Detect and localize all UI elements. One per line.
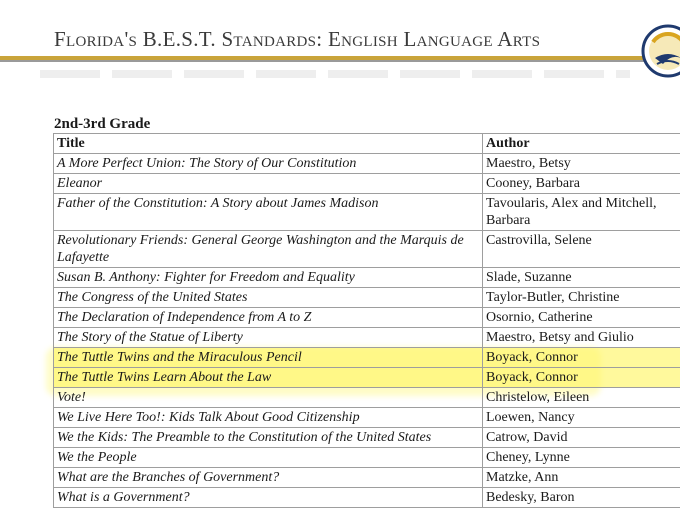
book-author-cell: Osornio, Catherine <box>483 308 680 328</box>
book-title-cell: We the People <box>54 448 483 468</box>
book-author-cell: Catrow, David <box>483 428 680 448</box>
column-header-title: Title <box>54 134 483 154</box>
book-list-table <box>53 133 680 508</box>
book-author-cell: Castrovilla, Selene <box>483 231 680 268</box>
table-row <box>54 174 680 194</box>
table-row <box>54 308 680 328</box>
book-title-cell: Susan B. Anthony: Fighter for Freedom and Equality <box>54 268 483 288</box>
book-author-cell: Taylor-Butler, Christine <box>483 288 680 308</box>
book-author-cell: Bedesky, Baron <box>483 488 680 508</box>
book-title-cell: Vote! <box>54 388 483 408</box>
book-author-cell: Loewen, Nancy <box>483 408 680 428</box>
book-author-cell: Tavoularis, Alex and Mitchell, Barbara <box>483 194 680 231</box>
table-row <box>54 388 680 408</box>
book-author-cell: Maestro, Betsy <box>483 154 680 174</box>
document-title: Florida's B.E.S.T. Standards: English Language Arts <box>54 27 541 51</box>
book-title-cell: What are the Branches of Government? <box>54 468 483 488</box>
book-title-cell: The Story of the Statue of Liberty <box>54 328 483 348</box>
book-title-cell: We Live Here Too!: Kids Talk About Good Citizenship <box>54 408 483 428</box>
faded-subtitle-line <box>40 70 630 78</box>
book-title-cell: We the Kids: The Preamble to the Constitution of the United States <box>54 428 483 448</box>
florida-seal-logo-icon <box>641 24 680 78</box>
table-row <box>54 428 680 448</box>
column-header-author: Author <box>483 134 680 154</box>
table-row <box>54 194 680 231</box>
table-header-row <box>54 134 680 154</box>
book-author-cell: Boyack, Connor <box>483 348 680 368</box>
book-title-cell: The Congress of the United States <box>54 288 483 308</box>
book-title-cell: The Declaration of Independence from A to Z <box>54 308 483 328</box>
book-author-cell: Cheney, Lynne <box>483 448 680 468</box>
table-row <box>54 154 680 174</box>
table-row <box>54 231 680 268</box>
book-title-cell: The Tuttle Twins and the Miraculous Pencil <box>54 348 483 368</box>
book-author-cell: Maestro, Betsy and Giulio <box>483 328 680 348</box>
table-row <box>54 288 680 308</box>
table-row <box>54 448 680 468</box>
book-title-cell: Revolutionary Friends: General George Washington and the Marquis de Lafayette <box>54 231 483 268</box>
table-row <box>54 408 680 428</box>
grade-heading: 2nd-3rd Grade <box>54 116 151 132</box>
table-row <box>54 328 680 348</box>
book-author-cell: Slade, Suzanne <box>483 268 680 288</box>
table-row-highlighted <box>54 368 680 388</box>
book-title-cell: Eleanor <box>54 174 483 194</box>
book-author-cell: Boyack, Connor <box>483 368 680 388</box>
book-author-cell: Cooney, Barbara <box>483 174 680 194</box>
book-title-cell: What is a Government? <box>54 488 483 508</box>
table-row <box>54 268 680 288</box>
book-title-cell: A More Perfect Union: The Story of Our Constitution <box>54 154 483 174</box>
header-rule-gray <box>0 60 645 62</box>
book-author-cell: Matzke, Ann <box>483 468 680 488</box>
table-row <box>54 468 680 488</box>
book-title-cell: The Tuttle Twins Learn About the Law <box>54 368 483 388</box>
book-author-cell: Christelow, Eileen <box>483 388 680 408</box>
table-row <box>54 488 680 508</box>
table-row-highlighted <box>54 348 680 368</box>
document-header <box>0 0 680 80</box>
book-title-cell: Father of the Constitution: A Story about James Madison <box>54 194 483 231</box>
